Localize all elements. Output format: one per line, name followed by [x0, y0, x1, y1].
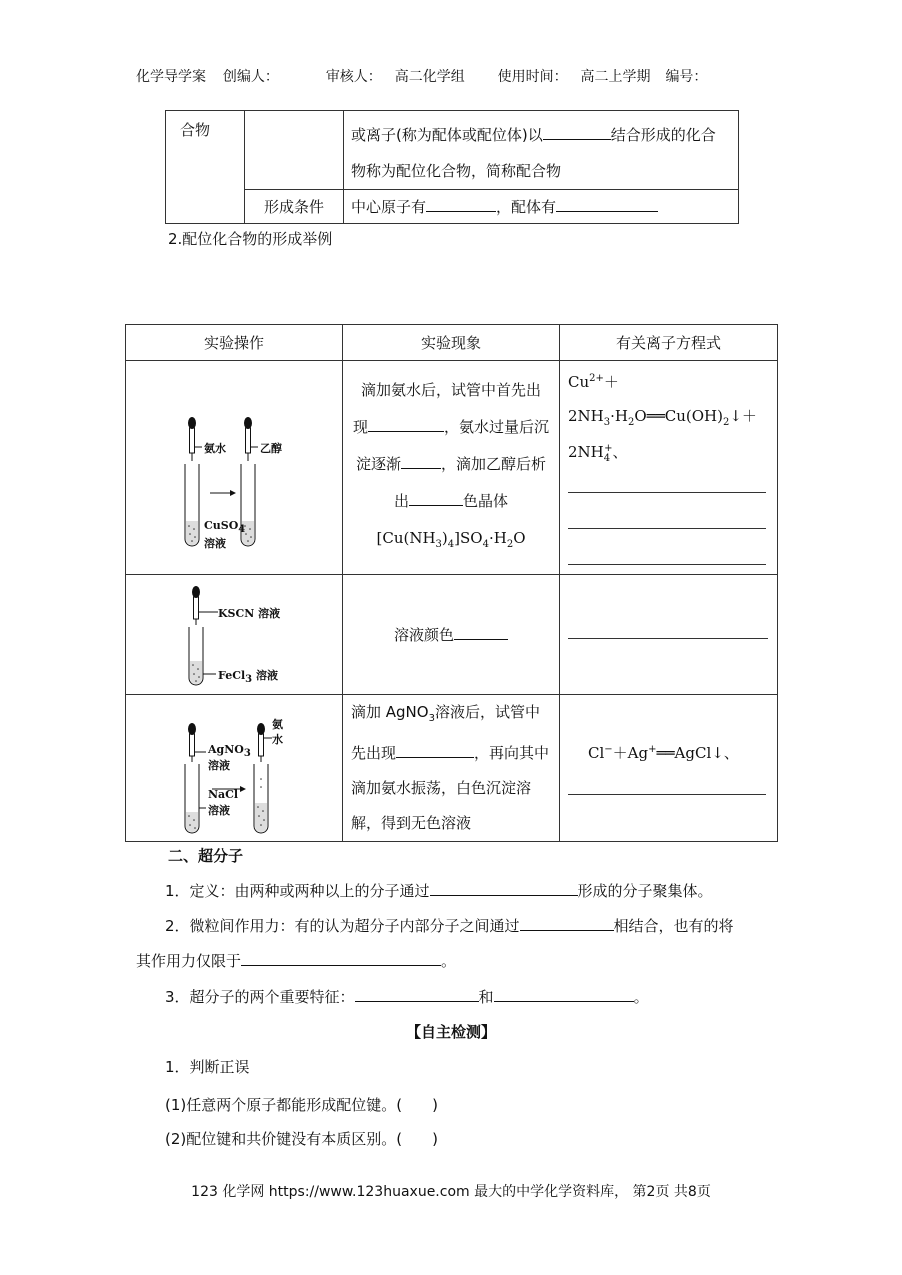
- label-fecl3-sub: 3: [245, 674, 253, 686]
- check-q1: (1)任意两个原子都能形成配位键。( ): [165, 1096, 438, 1114]
- row2-equation: [560, 575, 778, 695]
- check-title: 【自主检测】: [405, 1023, 496, 1041]
- header-doc: 化学导学案: [136, 69, 206, 85]
- table1-definition-cell: [344, 111, 739, 190]
- supra-item1-text-b: 形成的分子聚集体。: [577, 882, 713, 900]
- row1-phenom-text: ，滴加乙醇后析: [441, 455, 547, 473]
- label-agno3-text: AgNO: [208, 742, 244, 756]
- header-editor: 创编人：: [222, 69, 279, 85]
- row3-phenom-sub: 3: [428, 713, 435, 724]
- answer-line: [568, 492, 766, 493]
- table1-row1-text: 或离子(称为配体或配位体)以: [351, 126, 543, 144]
- supra-item2-text-d: 。: [441, 952, 457, 970]
- table1-condition-label: 形成条件: [263, 198, 324, 216]
- row1-phenom-text: 现: [352, 418, 368, 436]
- row1-phenom-text: 滴加氨水后，试管中首先出: [360, 381, 541, 399]
- label-agno3-sub: 3: [243, 747, 251, 759]
- formula-sub: 4: [447, 539, 455, 550]
- table1-condition-text: 中心原子有: [351, 198, 427, 216]
- label-nacl: NaCl: [208, 787, 239, 801]
- eq-sub: 2: [722, 417, 730, 428]
- answer-line: [568, 638, 768, 639]
- table1-condition-cell: [344, 190, 739, 224]
- row3-phenom-text: 滴加氨水振荡，白色沉淀溶: [351, 779, 532, 797]
- formula-part: ): [441, 529, 448, 547]
- row3-phenom-text: 解，得到无色溶液: [351, 814, 472, 832]
- row3-phenom-text: 溶液后，试管中: [434, 703, 540, 721]
- header-number: 编号：: [665, 69, 708, 85]
- label-ammonia: 氨水: [204, 442, 226, 455]
- formula-part: ·H: [488, 529, 507, 547]
- row1-phenom-text: 出: [393, 492, 409, 510]
- supra-item2-text-c: 其作用力仅限于: [136, 952, 242, 970]
- page-header: [136, 66, 707, 86]
- formula-part: O: [513, 529, 526, 547]
- supra-item3: [165, 986, 649, 1007]
- blank: [494, 987, 634, 1002]
- blank: [355, 987, 479, 1002]
- table1-row1-text-b: 结合形成的化合: [610, 126, 716, 144]
- row1-phenomenon: [343, 361, 560, 575]
- row3-eq: [588, 742, 739, 763]
- blank: [543, 125, 611, 140]
- section2-title: 2.配位化合物的形成举例: [168, 230, 333, 248]
- row3-phenom-text: 滴加 AgNO: [351, 703, 429, 721]
- row3-operation: [126, 695, 343, 842]
- eq-part: 2NH: [568, 407, 604, 425]
- blank: [401, 454, 441, 469]
- row2-phenom-text: 溶液颜色: [393, 626, 454, 644]
- eq-part: ══AgCl↓、: [656, 743, 739, 762]
- header-equation-label: 有关离子方程式: [615, 334, 721, 352]
- experiment-table: [125, 324, 778, 842]
- row1-eq-line2: [568, 405, 757, 428]
- row2-phenomenon: [343, 575, 560, 695]
- check-q2: (2)配位键和共价键没有本质区别。( ): [165, 1130, 438, 1148]
- eq-part: 2NH: [568, 443, 604, 461]
- supra-item2-cont: [136, 950, 456, 971]
- label-fecl3-solution: 溶液: [252, 669, 278, 682]
- label-agno3-solution: 溶液: [208, 758, 230, 772]
- header-time: 使用时间：: [497, 69, 568, 85]
- supra-item3-text: 3．超分子的两个重要特征：: [165, 988, 355, 1006]
- header-reviewer-value: 高二化学组: [394, 69, 465, 85]
- eq-part: ＋Ag: [612, 743, 649, 762]
- row1-phenom-text: 淀逐渐: [355, 455, 401, 473]
- label-ethanol: 乙醇: [260, 442, 282, 455]
- eq-part: ·H: [610, 407, 628, 425]
- row1-apparatus-icon: [126, 361, 342, 574]
- header-phenomenon-label: 实验现象: [420, 334, 481, 352]
- row1-eq-line1: [568, 371, 619, 392]
- table1-row1-text-c: 物称为配位化合物，简称配合物: [351, 162, 562, 180]
- supra-item2: [165, 915, 734, 936]
- label-cuso4-sub: 4: [238, 524, 246, 536]
- header-phenomenon: [343, 325, 560, 361]
- supra-item1-text: 1．定义：由两种或两种以上的分子通过: [165, 882, 430, 900]
- blank: [520, 916, 614, 931]
- row3-phenomenon: [343, 695, 560, 842]
- formula-part: ]SO: [454, 529, 483, 547]
- table1-col1-label: 合物: [180, 121, 211, 139]
- formula-sub: 2: [506, 539, 514, 550]
- check-question-title: 1．判断正误: [165, 1058, 250, 1076]
- row1-phenom-text: ，氨水过量后沉: [444, 418, 550, 436]
- label-fecl3: [218, 667, 278, 685]
- row2-operation: [126, 575, 343, 695]
- eq-part: ↓＋: [729, 407, 757, 425]
- header-equation: [560, 325, 778, 361]
- row3-equation: [560, 695, 778, 842]
- header-time-value: 高二上学期: [580, 69, 651, 85]
- supra-item2-text: 2．微粒间作用力：有的认为超分子内部分子之间通过: [165, 917, 520, 935]
- row1-eq-line3: [568, 441, 628, 464]
- supra-item3-text-c: 。: [633, 988, 649, 1006]
- blank: [556, 197, 658, 212]
- table1-col1: [166, 111, 245, 224]
- label-cuso4-text: CuSO: [204, 519, 239, 532]
- page-footer: 123 化学网 https://www.123huaxue.com 最大的中学化学资料库， 第2页 共8页: [191, 1184, 711, 1200]
- blank: [396, 743, 474, 758]
- blank: [241, 951, 441, 966]
- eq-part: 、: [612, 443, 628, 461]
- label-ammonia-top: 氨: [272, 717, 283, 731]
- row3-phenom-text: 先出现: [351, 744, 397, 762]
- eq-part: O══Cu(OH): [634, 407, 723, 425]
- blank: [430, 881, 578, 896]
- table1-condition-text-b: ，配体有: [496, 198, 557, 216]
- row3-apparatus-icon: [126, 698, 342, 839]
- supra-title: 二、超分子: [168, 847, 244, 865]
- label-kscn: KSCN 溶液: [218, 607, 281, 620]
- eq-part: Cu: [568, 373, 590, 391]
- formula-sub: 3: [435, 539, 442, 550]
- eq-sup: +: [604, 443, 613, 454]
- eq-sup: 2+: [589, 373, 604, 384]
- supra-item3-text-b: 和: [478, 988, 494, 1006]
- eq-sub: 4: [603, 453, 611, 464]
- answer-line: [568, 794, 766, 795]
- formula-part: [Cu(NH: [376, 529, 436, 547]
- eq-sup: −: [604, 743, 613, 755]
- header-operation-label: 实验操作: [203, 334, 264, 352]
- row1-phenom-text: 色晶体: [463, 492, 509, 510]
- answer-line: [568, 528, 766, 529]
- formula-sub: 4: [482, 539, 489, 550]
- eq-sub: 3: [603, 417, 611, 428]
- blank: [454, 625, 508, 640]
- table1-empty-cell: [245, 111, 344, 190]
- row1-operation: [126, 361, 343, 575]
- eq-part: Cl: [588, 743, 605, 762]
- label-solution: 溶液: [204, 537, 226, 550]
- answer-line: [568, 564, 766, 565]
- eq-sup: +: [648, 743, 657, 755]
- label-fecl3-text: FeCl: [218, 669, 246, 682]
- table1-condition-label-cell: [245, 190, 344, 224]
- header-reviewer: 审核人：: [325, 69, 382, 85]
- supra-item1: [165, 880, 713, 901]
- label-cuso4: [204, 519, 245, 535]
- row1-crystal-formula: [376, 529, 526, 550]
- row1-equation: [560, 361, 778, 575]
- eq-part: ＋: [603, 373, 619, 391]
- definition-table: [165, 110, 739, 224]
- supra-item2-text-b: 相结合，也有的将: [613, 917, 734, 935]
- eq-sub: 2: [627, 417, 635, 428]
- blank: [409, 491, 463, 506]
- blank: [368, 417, 444, 432]
- label-ammonia-bottom: 水: [272, 732, 283, 746]
- blank: [426, 197, 496, 212]
- header-operation: [126, 325, 343, 361]
- row3-phenom-text: ，再向其中: [474, 744, 550, 762]
- label-nacl-solution: 溶液: [208, 803, 230, 817]
